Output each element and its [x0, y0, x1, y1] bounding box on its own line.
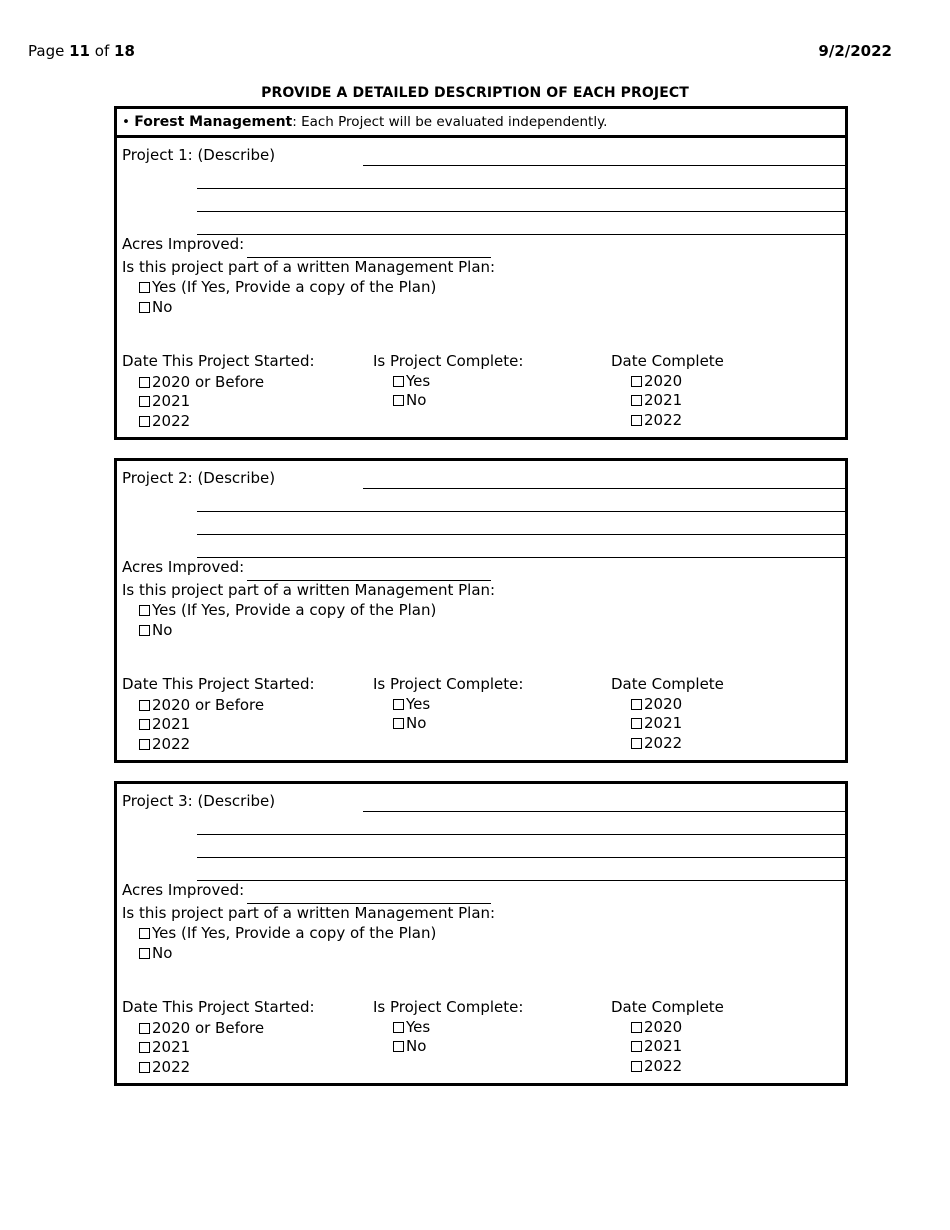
checkbox-icon	[139, 625, 150, 636]
date-complete-checkbox[interactable]: 2021	[631, 391, 682, 410]
page-prefix: Page	[28, 42, 65, 60]
plan-question: Is this project part of a written Management Plan:	[122, 258, 496, 276]
describe-line[interactable]	[197, 534, 845, 535]
checkbox-icon	[631, 699, 642, 710]
date-complete-checkbox[interactable]: 2022	[631, 411, 682, 430]
checkbox-icon	[139, 1023, 150, 1034]
bullet: •	[122, 114, 130, 130]
describe-line[interactable]	[363, 488, 845, 489]
acres-label: Acres Improved:	[122, 881, 245, 899]
checkbox-icon	[393, 1022, 404, 1033]
describe-label: Project 2: (Describe)	[122, 469, 276, 487]
page-number: 11	[69, 42, 90, 60]
plan-no-checkbox[interactable]: No	[139, 621, 172, 640]
started-label: Date This Project Started:	[122, 675, 315, 693]
date-complete-checkbox[interactable]: 2021	[631, 714, 682, 733]
checkbox-icon	[631, 395, 642, 406]
checkbox-icon	[139, 700, 150, 711]
checkbox-icon	[631, 415, 642, 426]
checkbox-icon	[631, 718, 642, 729]
plan-no-checkbox[interactable]: No	[139, 298, 172, 317]
started-option-checkbox[interactable]: 2020 or Before	[139, 696, 264, 715]
plan-yes-checkbox[interactable]: Yes (If Yes, Provide a copy of the Plan)	[139, 924, 436, 943]
complete-no-checkbox[interactable]: No	[393, 1037, 426, 1056]
describe-line[interactable]	[197, 511, 845, 512]
describe-line[interactable]	[197, 188, 845, 189]
page-indicator	[28, 42, 135, 60]
started-option-checkbox[interactable]: 2020 or Before	[139, 1019, 264, 1038]
checkbox-icon	[139, 928, 150, 939]
checkbox-icon	[139, 1042, 150, 1053]
complete-yes-checkbox[interactable]: Yes	[393, 372, 430, 391]
complete-no-checkbox[interactable]: No	[393, 391, 426, 410]
page-total: 18	[114, 42, 135, 60]
complete-label: Is Project Complete:	[373, 998, 524, 1016]
started-option-checkbox[interactable]: 2021	[139, 392, 190, 411]
project-2-section	[114, 458, 848, 763]
describe-label: Project 3: (Describe)	[122, 792, 276, 810]
date-complete-checkbox[interactable]: 2022	[631, 734, 682, 753]
checkbox-icon	[631, 1022, 642, 1033]
checkbox-icon	[139, 302, 150, 313]
describe-line[interactable]	[197, 880, 845, 881]
intro-text: : Each Project will be evaluated independently.	[292, 114, 608, 130]
project-3-section	[114, 781, 848, 1086]
plan-question: Is this project part of a written Management Plan:	[122, 581, 496, 599]
checkbox-icon	[139, 377, 150, 388]
checkbox-icon	[393, 1041, 404, 1052]
complete-label: Is Project Complete:	[373, 675, 524, 693]
checkbox-icon	[393, 376, 404, 387]
date-complete-checkbox[interactable]: 2020	[631, 1018, 682, 1037]
checkbox-icon	[139, 1062, 150, 1073]
page-of: of	[94, 42, 110, 60]
checkbox-icon	[631, 376, 642, 387]
page-title: PROVIDE A DETAILED DESCRIPTION OF EACH PROJECT	[261, 85, 689, 101]
checkbox-icon	[393, 699, 404, 710]
started-option-checkbox[interactable]: 2022	[139, 735, 190, 754]
describe-line[interactable]	[197, 557, 845, 558]
plan-question: Is this project part of a written Management Plan:	[122, 904, 496, 922]
project-1-section	[114, 106, 848, 440]
date-complete-checkbox[interactable]: 2020	[631, 695, 682, 714]
describe-line[interactable]	[197, 857, 845, 858]
describe-line[interactable]	[363, 165, 845, 166]
checkbox-icon	[631, 1041, 642, 1052]
started-label: Date This Project Started:	[122, 352, 315, 370]
date-complete-checkbox[interactable]: 2020	[631, 372, 682, 391]
checkbox-icon	[393, 718, 404, 729]
checkbox-icon	[139, 605, 150, 616]
complete-no-checkbox[interactable]: No	[393, 714, 426, 733]
checkbox-icon	[139, 416, 150, 427]
complete-yes-checkbox[interactable]: Yes	[393, 695, 430, 714]
describe-line[interactable]	[363, 811, 845, 812]
started-option-checkbox[interactable]: 2022	[139, 1058, 190, 1077]
describe-label: Project 1: (Describe)	[122, 146, 276, 164]
describe-line[interactable]	[197, 834, 845, 835]
forest-management-intro	[117, 109, 845, 138]
acres-label: Acres Improved:	[122, 235, 245, 253]
checkbox-icon	[139, 719, 150, 730]
checkbox-icon	[139, 739, 150, 750]
checkbox-icon	[139, 948, 150, 959]
started-option-checkbox[interactable]: 2021	[139, 715, 190, 734]
plan-yes-checkbox[interactable]: Yes (If Yes, Provide a copy of the Plan)	[139, 601, 436, 620]
date-complete-checkbox[interactable]: 2022	[631, 1057, 682, 1076]
complete-yes-checkbox[interactable]: Yes	[393, 1018, 430, 1037]
acres-label: Acres Improved:	[122, 558, 245, 576]
intro-label: Forest Management	[134, 114, 293, 130]
started-option-checkbox[interactable]: 2020 or Before	[139, 373, 264, 392]
plan-no-checkbox[interactable]: No	[139, 944, 172, 963]
started-option-checkbox[interactable]: 2022	[139, 412, 190, 431]
started-option-checkbox[interactable]: 2021	[139, 1038, 190, 1057]
date-complete-label: Date Complete	[611, 998, 724, 1016]
complete-label: Is Project Complete:	[373, 352, 524, 370]
document-date: 9/2/2022	[818, 42, 892, 60]
checkbox-icon	[393, 395, 404, 406]
started-label: Date This Project Started:	[122, 998, 315, 1016]
date-complete-label: Date Complete	[611, 675, 724, 693]
date-complete-checkbox[interactable]: 2021	[631, 1037, 682, 1056]
plan-yes-checkbox[interactable]: Yes (If Yes, Provide a copy of the Plan)	[139, 278, 436, 297]
checkbox-icon	[631, 1061, 642, 1072]
checkbox-icon	[631, 738, 642, 749]
checkbox-icon	[139, 282, 150, 293]
checkbox-icon	[139, 396, 150, 407]
describe-line[interactable]	[197, 234, 845, 235]
describe-line[interactable]	[197, 211, 845, 212]
date-complete-label: Date Complete	[611, 352, 724, 370]
